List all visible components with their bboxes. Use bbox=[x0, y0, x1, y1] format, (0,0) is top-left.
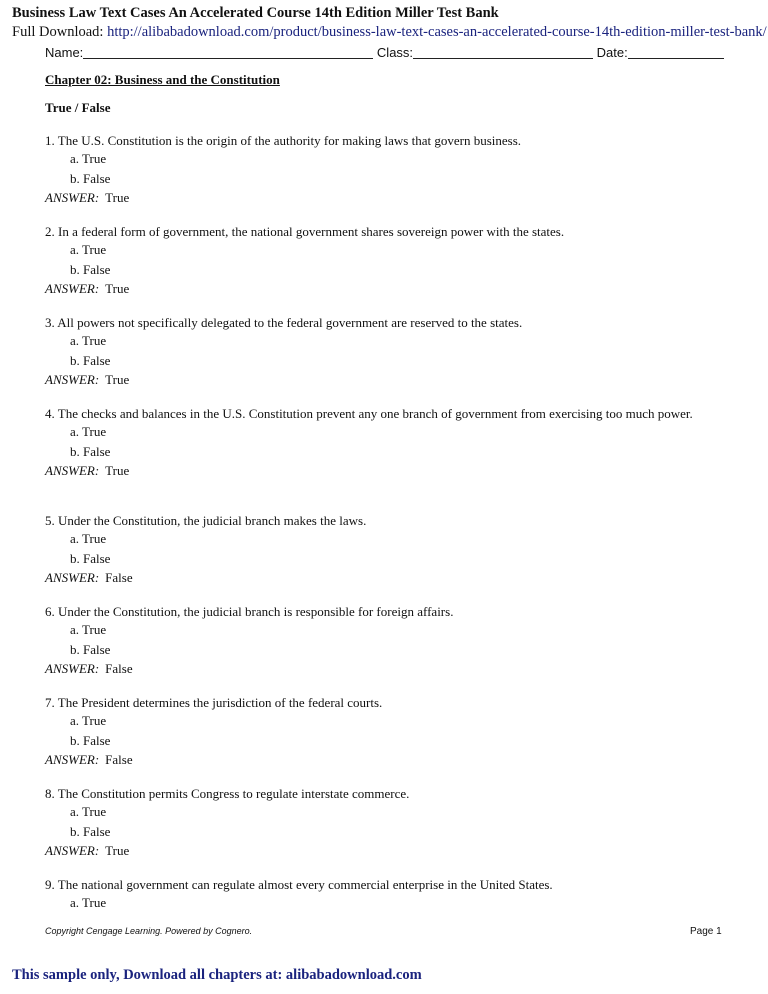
answer-line bbox=[45, 659, 725, 679]
option: a. True bbox=[70, 531, 107, 546]
answer-line bbox=[45, 841, 725, 861]
answer-line bbox=[45, 750, 725, 770]
name-field[interactable] bbox=[83, 45, 373, 59]
question-text: 4. The checks and balances in the U.S. Constitution prevent any one branch of government from exercising too much power. bbox=[45, 406, 693, 421]
answer-label: ANSWER: bbox=[45, 281, 100, 296]
question-8 bbox=[45, 786, 725, 861]
option: a. True bbox=[70, 242, 107, 257]
answer-line bbox=[45, 279, 725, 299]
question-7 bbox=[45, 695, 725, 770]
question-text: 8. The Constitution permits Congress to regulate interstate commerce. bbox=[45, 786, 410, 801]
date-field[interactable] bbox=[628, 45, 724, 59]
section-title: True / False bbox=[45, 100, 111, 115]
option: b. False bbox=[70, 823, 111, 839]
answer-value: True bbox=[105, 843, 130, 858]
answer-label: ANSWER: bbox=[45, 661, 100, 676]
option: a. True bbox=[70, 895, 107, 910]
question-4 bbox=[45, 406, 725, 481]
download-label: Full Download: bbox=[12, 24, 108, 40]
option: a. True bbox=[70, 151, 107, 166]
full-download-line bbox=[12, 24, 767, 41]
answer-label: ANSWER: bbox=[45, 190, 100, 205]
question-text: 6. Under the Constitution, the judicial branch is responsible for foreign affairs. bbox=[45, 604, 454, 619]
answer-value: True bbox=[105, 281, 130, 296]
class-field[interactable] bbox=[413, 45, 593, 59]
answer-label: ANSWER: bbox=[45, 463, 100, 478]
page-number: Page 1 bbox=[690, 926, 722, 937]
answer-label: ANSWER: bbox=[45, 372, 100, 387]
answer-value: False bbox=[105, 661, 133, 676]
question-text: 7. The President determines the jurisdiction of the federal courts. bbox=[45, 695, 383, 710]
download-link[interactable]: http://alibabadownload.com/product/business-law-text-cases-an-accelerated-course-14th-edition-miller-test-bank/ bbox=[107, 24, 767, 40]
question-1 bbox=[45, 133, 725, 208]
option: a. True bbox=[70, 713, 107, 728]
download-promo: This sample only, Download all chapters at: alibabadownload.com bbox=[12, 967, 422, 983]
option: b. False bbox=[70, 732, 111, 748]
answer-value: False bbox=[105, 570, 133, 585]
option: b. False bbox=[70, 170, 111, 186]
answer-label: ANSWER: bbox=[45, 570, 100, 585]
answer-value: True bbox=[105, 190, 130, 205]
date-label: Date: bbox=[596, 45, 628, 60]
question-5 bbox=[45, 513, 725, 588]
copyright-notice: Copyright Cengage Learning. Powered by Cognero. bbox=[45, 926, 253, 936]
question-text: 5. Under the Constitution, the judicial branch makes the laws. bbox=[45, 513, 367, 528]
option: b. False bbox=[70, 550, 111, 566]
answer-value: True bbox=[105, 372, 130, 387]
answer-value: False bbox=[105, 752, 133, 767]
option: b. False bbox=[70, 261, 111, 277]
answer-label: ANSWER: bbox=[45, 752, 100, 767]
class-label: Class: bbox=[376, 45, 414, 60]
option: b. False bbox=[70, 443, 111, 459]
question-9 bbox=[45, 877, 725, 913]
answer-line bbox=[45, 370, 725, 390]
question-6 bbox=[45, 604, 725, 679]
option: b. False bbox=[70, 641, 111, 657]
page-title: Business Law Text Cases An Accelerated Course 14th Edition Miller Test Bank bbox=[12, 5, 499, 21]
question-2 bbox=[45, 224, 725, 299]
option: a. True bbox=[70, 804, 107, 819]
option: a. True bbox=[70, 424, 107, 439]
option: a. True bbox=[70, 333, 107, 348]
option: b. False bbox=[70, 352, 111, 368]
chapter-title: Chapter 02: Business and the Constitution bbox=[45, 72, 280, 87]
name-label: Name: bbox=[45, 45, 84, 60]
question-text: 9. The national government can regulate almost every commercial enterprise in the United States. bbox=[45, 877, 553, 892]
answer-label: ANSWER: bbox=[45, 843, 100, 858]
answer-value: True bbox=[105, 463, 130, 478]
answer-line bbox=[45, 461, 725, 481]
option: a. True bbox=[70, 622, 107, 637]
answer-line bbox=[45, 568, 725, 588]
answer-line bbox=[45, 188, 725, 208]
question-3 bbox=[45, 315, 725, 390]
question-text: 1. The U.S. Constitution is the origin of the authority for making laws that govern business. bbox=[45, 133, 522, 148]
student-info-line bbox=[45, 45, 735, 60]
question-text: 3. All powers not specifically delegated to the federal government are reserved to the states. bbox=[45, 315, 523, 330]
question-text: 2. In a federal form of government, the national government shares sovereign power with the states. bbox=[45, 224, 565, 239]
